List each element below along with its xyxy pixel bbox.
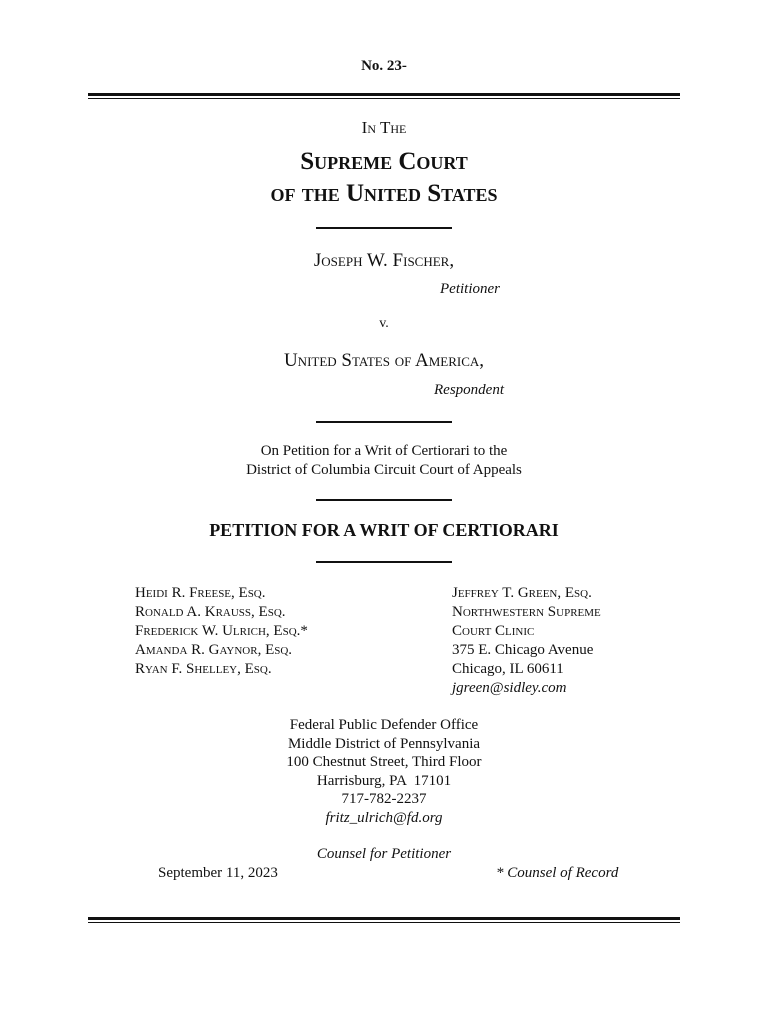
counsel-name: Heidi R. Freese, Esq. <box>135 585 266 601</box>
clinic-name-line1: Northwestern Supreme <box>452 604 601 620</box>
petition-subtitle-line1: On Petition for a Writ of Certiorari to the <box>260 443 508 459</box>
respondent-role: Respondent <box>434 382 504 398</box>
counsel-name: Frederick W. Ulrich, Esq.* <box>135 623 308 639</box>
counsel-list-left <box>135 584 308 679</box>
petition-subtitle <box>0 442 768 480</box>
divider-rule <box>316 561 452 563</box>
docket-number: No. 23- <box>361 58 407 74</box>
clinic-name-line2: Court Clinic <box>452 623 535 639</box>
petition-subtitle-line2: District of Columbia Circuit Court of Appeals <box>246 462 522 478</box>
divider-rule <box>316 499 452 501</box>
counsel-of-record-note: * Counsel of Record <box>496 865 619 881</box>
counsel-list-right <box>452 584 601 698</box>
office-street: 100 Chestnut Street, Third Floor <box>286 754 482 770</box>
counsel-name: Jeffrey T. Green, Esq. <box>452 585 592 601</box>
office-city: Harrisburg, PA 17101 <box>316 772 452 789</box>
divider-rule <box>316 227 452 229</box>
document-title: PETITION FOR A WRIT OF CERTIORARI <box>209 520 559 540</box>
clinic-city: Chicago, IL 60611 <box>452 661 564 677</box>
office-address-block <box>0 716 768 827</box>
office-district: Middle District of Pennsylvania <box>287 735 481 752</box>
respondent-name: United States of America, <box>283 350 485 371</box>
counsel-name: Amanda R. Gaynor, Esq. <box>135 642 293 658</box>
counsel-for-label: Counsel for Petitioner <box>316 846 452 862</box>
office-phone: 717-782-2237 <box>341 791 427 807</box>
counsel-name: Ryan F. Shelley, Esq. <box>135 661 272 677</box>
court-prefix: In The <box>361 118 407 137</box>
clinic-email: jgreen@sidley.com <box>452 680 567 696</box>
top-double-rule <box>88 93 680 99</box>
office-name: Federal Public Defender Office <box>289 717 479 733</box>
petitioner-name: Joseph W. Fischer, <box>313 250 455 271</box>
court-name-line2: of the United States <box>270 180 498 207</box>
counsel-name: Ronald A. Krauss, Esq. <box>135 604 286 620</box>
bottom-double-rule <box>88 917 680 923</box>
divider-rule <box>316 421 452 423</box>
clinic-street: 375 E. Chicago Avenue <box>452 642 594 658</box>
filing-date: September 11, 2023 <box>158 865 278 881</box>
versus: v. <box>379 316 389 331</box>
office-email: fritz_ulrich@fd.org <box>325 809 443 826</box>
petitioner-role: Petitioner <box>440 281 500 297</box>
court-name-line1: Supreme Court <box>300 148 468 175</box>
